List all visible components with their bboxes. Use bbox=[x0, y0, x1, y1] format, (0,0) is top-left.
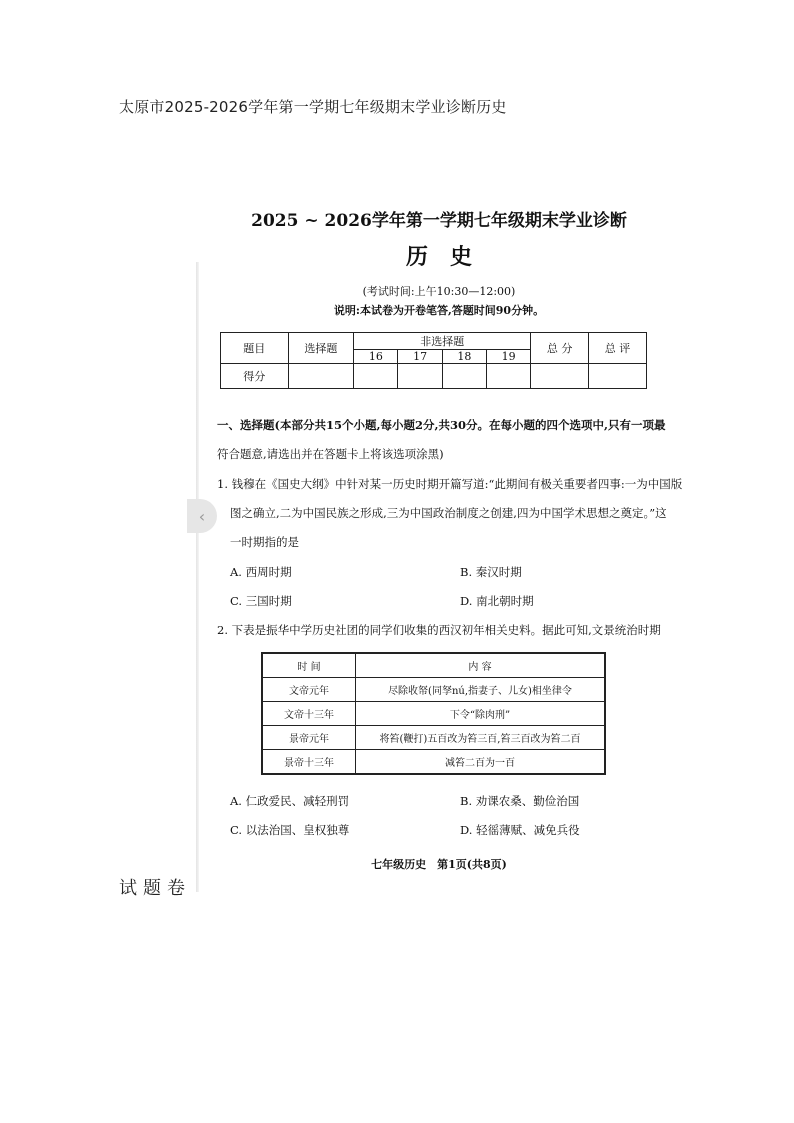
score-header-review: 总 评 bbox=[589, 333, 647, 364]
table-row bbox=[262, 726, 605, 750]
q2-option-d[interactable]: D. 轻徭薄赋、减免兵役 bbox=[460, 823, 580, 837]
question-1-line1: 1. 钱穆在《国史大纲》中针对某一历史时期开篇写道:“此期间有极关重要者四事:一为中国版 bbox=[217, 477, 683, 491]
q1-option-b[interactable]: B. 秦汉时期 bbox=[460, 565, 522, 579]
q2-option-a[interactable]: A. 仁政爱民、减轻刑罚 bbox=[230, 794, 350, 808]
exam-title: 2025 ~ 2026学年第一学期七年级期末学业诊断 bbox=[251, 211, 627, 231]
table-cell-content: 将笞(鞭打)五百改为笞三百,笞三百改为笞二百 bbox=[356, 726, 606, 750]
document-title: 太原市2025-2026学年第一学期七年级期末学业诊断历史 bbox=[119, 98, 507, 116]
section1-intro-line2: 符合题意,请选出并在答题卡上将该选项涂黑) bbox=[217, 447, 444, 461]
score-header-nonchoice: 非选择题 bbox=[354, 333, 531, 350]
score-cell bbox=[354, 364, 398, 389]
q1-option-d[interactable]: D. 南北朝时期 bbox=[460, 594, 534, 608]
table-cell-content: 尽除收帑(同孥nú,指妻子、儿女)相坐律令 bbox=[356, 678, 606, 702]
score-table bbox=[220, 332, 647, 389]
score-header-q16: 16 bbox=[354, 350, 398, 364]
score-cell bbox=[442, 364, 486, 389]
score-header-topic: 题目 bbox=[221, 333, 289, 364]
table-cell-content: 减笞二百为一百 bbox=[356, 750, 606, 775]
table-cell-time: 文帝十三年 bbox=[262, 702, 356, 726]
q2-option-b[interactable]: B. 劝课农桑、勤俭治国 bbox=[460, 794, 580, 808]
score-cell bbox=[531, 364, 589, 389]
question-1-line2: 图之确立,二为中国民族之形成,三为中国政治制度之创建,四为中国学术思想之奠定。”这 bbox=[230, 506, 667, 520]
score-header-choice: 选择题 bbox=[288, 333, 354, 364]
exam-time: (考试时间:上午10:30—12:00) bbox=[362, 285, 516, 298]
chevron-left-icon[interactable]: ‹ bbox=[187, 499, 217, 533]
table-header-row bbox=[262, 653, 605, 678]
q1-option-c[interactable]: C. 三国时期 bbox=[230, 594, 292, 608]
score-header-total: 总 分 bbox=[531, 333, 589, 364]
table-cell-time: 文帝元年 bbox=[262, 678, 356, 702]
table-cell-time: 景帝元年 bbox=[262, 726, 356, 750]
score-row-label: 得分 bbox=[221, 364, 289, 389]
table-row bbox=[262, 750, 605, 775]
question-2-line1: 2. 下表是振华中学历史社团的同学们收集的西汉初年相关史料。据此可知,文景统治时期 bbox=[217, 623, 661, 637]
table-header-content: 内 容 bbox=[356, 653, 606, 678]
table-cell-content: 下令“除肉刑” bbox=[356, 702, 606, 726]
exam-subject: 历史 bbox=[405, 244, 494, 270]
table-header-time: 时 间 bbox=[262, 653, 356, 678]
score-cell bbox=[288, 364, 354, 389]
section1-intro-line1: 一、选择题(本部分共15个小题,每小题2分,共30分。在每小题的四个选项中,只有一项最 bbox=[217, 418, 666, 432]
table-cell-time: 景帝十三年 bbox=[262, 750, 356, 775]
table-row bbox=[262, 702, 605, 726]
page-footer: 七年级历史 第1页(共8页) bbox=[371, 858, 507, 871]
score-header-q17: 17 bbox=[398, 350, 442, 364]
history-sources-table bbox=[261, 652, 606, 775]
score-cell bbox=[398, 364, 442, 389]
score-cell bbox=[486, 364, 530, 389]
table-row bbox=[262, 678, 605, 702]
score-header-q18: 18 bbox=[442, 350, 486, 364]
score-header-q19: 19 bbox=[486, 350, 530, 364]
exam-note: 说明:本试卷为开卷笔答,答题时间90分钟。 bbox=[333, 304, 545, 317]
score-cell bbox=[589, 364, 647, 389]
question-1-line3: 一时期指的是 bbox=[230, 535, 299, 549]
q1-option-a[interactable]: A. 西周时期 bbox=[230, 565, 292, 579]
document-label: 试题卷 bbox=[119, 878, 191, 899]
q2-option-c[interactable]: C. 以法治国、皇权独尊 bbox=[230, 823, 350, 837]
